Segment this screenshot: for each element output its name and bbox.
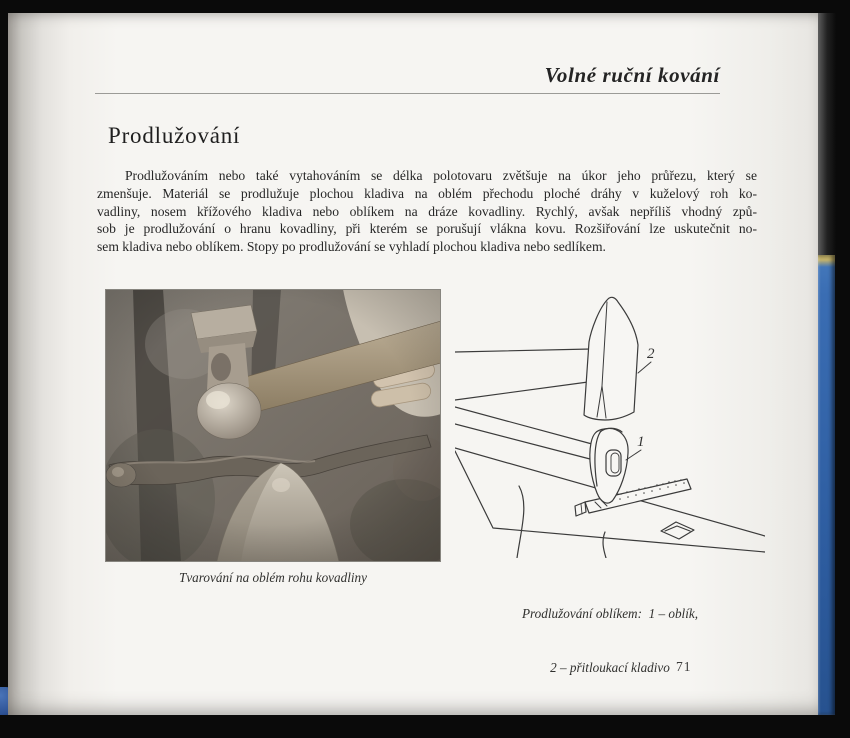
book-cover-blue-strip [817,255,835,715]
scanned-book-page [8,13,818,715]
page-number: 71 [676,659,692,674]
label-hammer-2: 2 [647,346,655,362]
drawing-caption [455,569,765,713]
photo-vignette [105,289,441,562]
photo-caption: Tvarování na oblém rohu kovadliny [178,570,367,585]
label-oblik-1: 1 [637,434,645,450]
paragraph-line: Prodlužováním nebo také vytahováním se délka polotovaru zvětšuje na úkor jeho průřezu, který se [125,168,757,183]
paragraph-line: zmenšuje. Materiál se prodlužuje plochou kladiva na oblém přechodu ploché dráhy v kuželový roh ko- [97,185,757,201]
fuller-oblik [590,428,628,503]
running-head: Volné ruční kování [95,63,720,94]
drawing-caption-line2: 2 – přitloukací kladivo [550,660,670,675]
line-drawing [455,290,765,558]
paragraph-line: sem kladiva nebo oblíkem. Stopy po prodlužování se vyhladí plochou kladiva nebo sedlíkem. [97,239,606,255]
section-title: Prodlužování [108,123,241,148]
book-spine-shadow [816,13,836,259]
paragraph-line: vadliny, nosem křížového kladiva nebo oblíkem na dráze kovadliny. Rychlý, avšak nepříliš vhodný způ- [97,203,757,219]
photo-illustration [105,289,441,562]
striking-hammer [455,297,638,420]
fuller-rod [455,407,592,459]
body-paragraph [97,167,757,256]
photo-hammer-on-anvil-horn [105,289,441,562]
drawing-elongation-with-fuller [455,290,765,558]
drawing-caption-line1: Prodlužování oblíkem: 1 – oblík, [521,606,699,621]
paragraph-line: sob je prodlužování o hranu kovadliny, při kterém se porušují vlákna kovu. Rozšiřování lze uskutečnit no- [97,221,757,237]
